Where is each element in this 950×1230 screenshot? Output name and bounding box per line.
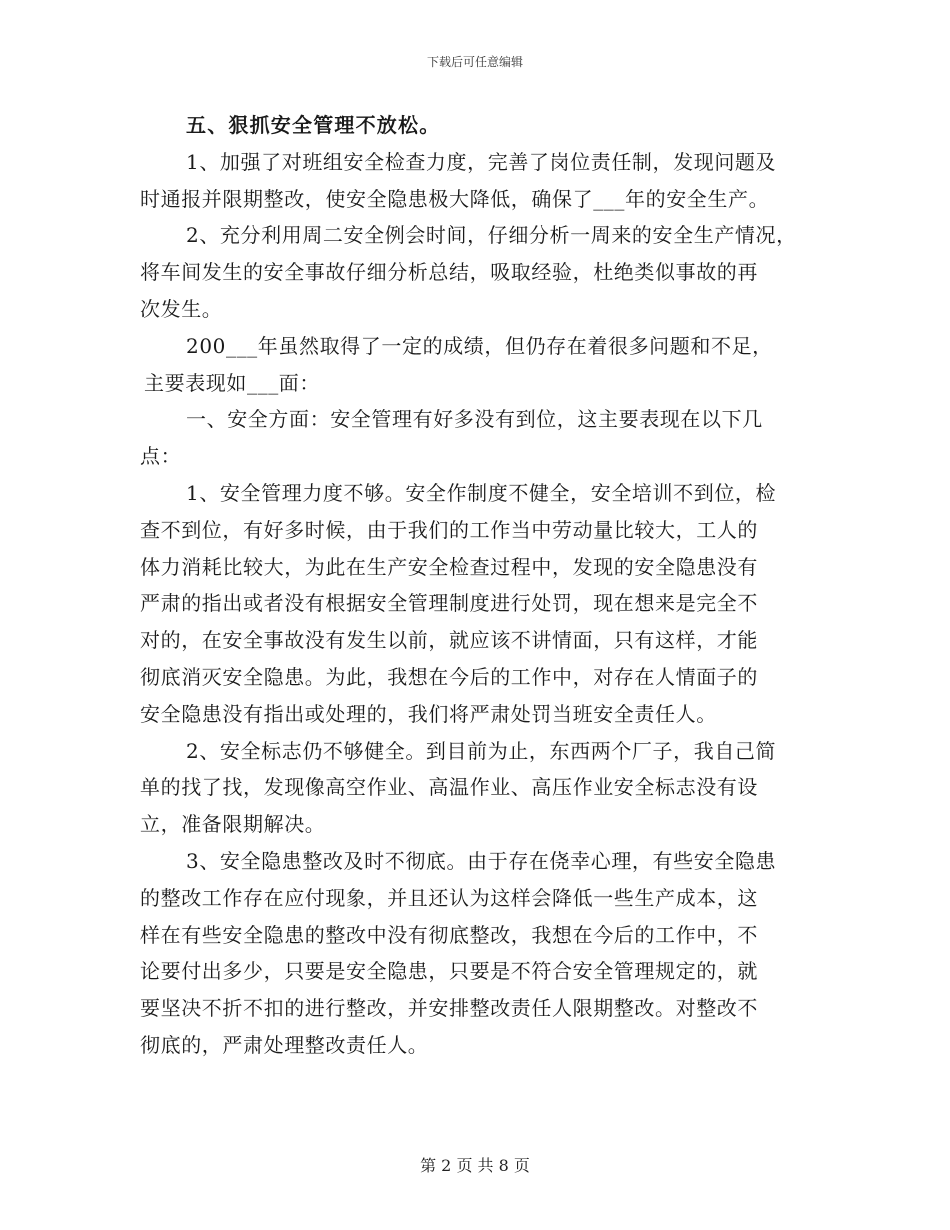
text-line: 200___年虽然取得了一定的成绩，但仍存在着很多问题和不足， <box>186 333 773 358</box>
text-line: 查不到位，有好多时候，由于我们的工作当中劳动量比较大，工人的 <box>140 517 758 542</box>
text-line: 安全隐患没有指出或处理的，我们将严肃处罚当班安全责任人。 <box>140 701 717 726</box>
text-line: 时通报并限期整改，使安全隐患极大降低，确保了___年的安全生产。 <box>140 186 770 211</box>
text-line: 一、安全方面：安全管理有好多没有到位，这主要表现在以下几 <box>186 407 763 432</box>
text-line: 1、加强了对班组安全检查力度，完善了岗位责任制，发现问题及 <box>186 149 777 174</box>
page-footer: 第 2 页 共 8 页 <box>420 1156 530 1175</box>
text-line: 的整改工作存在应付现象，并且还认为这样会降低一些生产成本，这 <box>140 885 758 910</box>
text-line: 主要表现如___面： <box>144 370 320 395</box>
text-line: 要坚决不折不扣的进行整改，并安排整改责任人限期整改。对整改不 <box>140 996 758 1021</box>
text-line: 次发生。 <box>140 296 223 321</box>
section-heading: 五、狠抓安全管理不放松。 <box>186 113 441 137</box>
text-line: 点： <box>140 444 182 469</box>
text-line: 将车间发生的安全事故仔细分析总结，吸取经验，杜绝类似事故的再 <box>140 260 758 285</box>
text-line: 1、安全管理力度不够。安全作制度不健全，安全培训不到位，检 <box>186 480 777 505</box>
text-line: 单的找了找，发现像高空作业、高温作业、高压作业安全标志没有设 <box>140 775 758 800</box>
text-line: 立，准备限期解决。 <box>140 812 326 837</box>
text-line: 体力消耗比较大，为此在生产安全检查过程中，发现的安全隐患没有 <box>140 554 758 579</box>
text-line: 严肃的指出或者没有根据安全管理制度进行处罚，现在想来是完全不 <box>140 591 758 616</box>
text-line: 2、安全标志仍不够健全。到目前为止，东西两个厂子，我自己简 <box>186 738 777 763</box>
text-line: 样在有些安全隐患的整改中没有彻底整改，我想在今后的工作中，不 <box>140 922 758 947</box>
document-body <box>140 107 810 1064</box>
text-line: 彻底消灭安全隐患。为此，我想在今后的工作中，对存在人情面子的 <box>140 664 758 689</box>
text-line: 对的，在安全事故没有发生以前，就应该不讲情面，只有这样，才能 <box>140 628 758 653</box>
text-line: 2、充分利用周二安全例会时间，仔细分析一周来的安全生产情况， <box>186 223 797 248</box>
page-header: 下载后可任意编辑 <box>426 55 523 69</box>
text-line: 彻底的，严肃处理整改责任人。 <box>140 1032 429 1057</box>
text-line: 论要付出多少，只要是安全隐患，只要是不符合安全管理规定的，就 <box>140 959 758 984</box>
text-line: 3、安全隐患整改及时不彻底。由于存在侥幸心理，有些安全隐患 <box>186 848 777 873</box>
